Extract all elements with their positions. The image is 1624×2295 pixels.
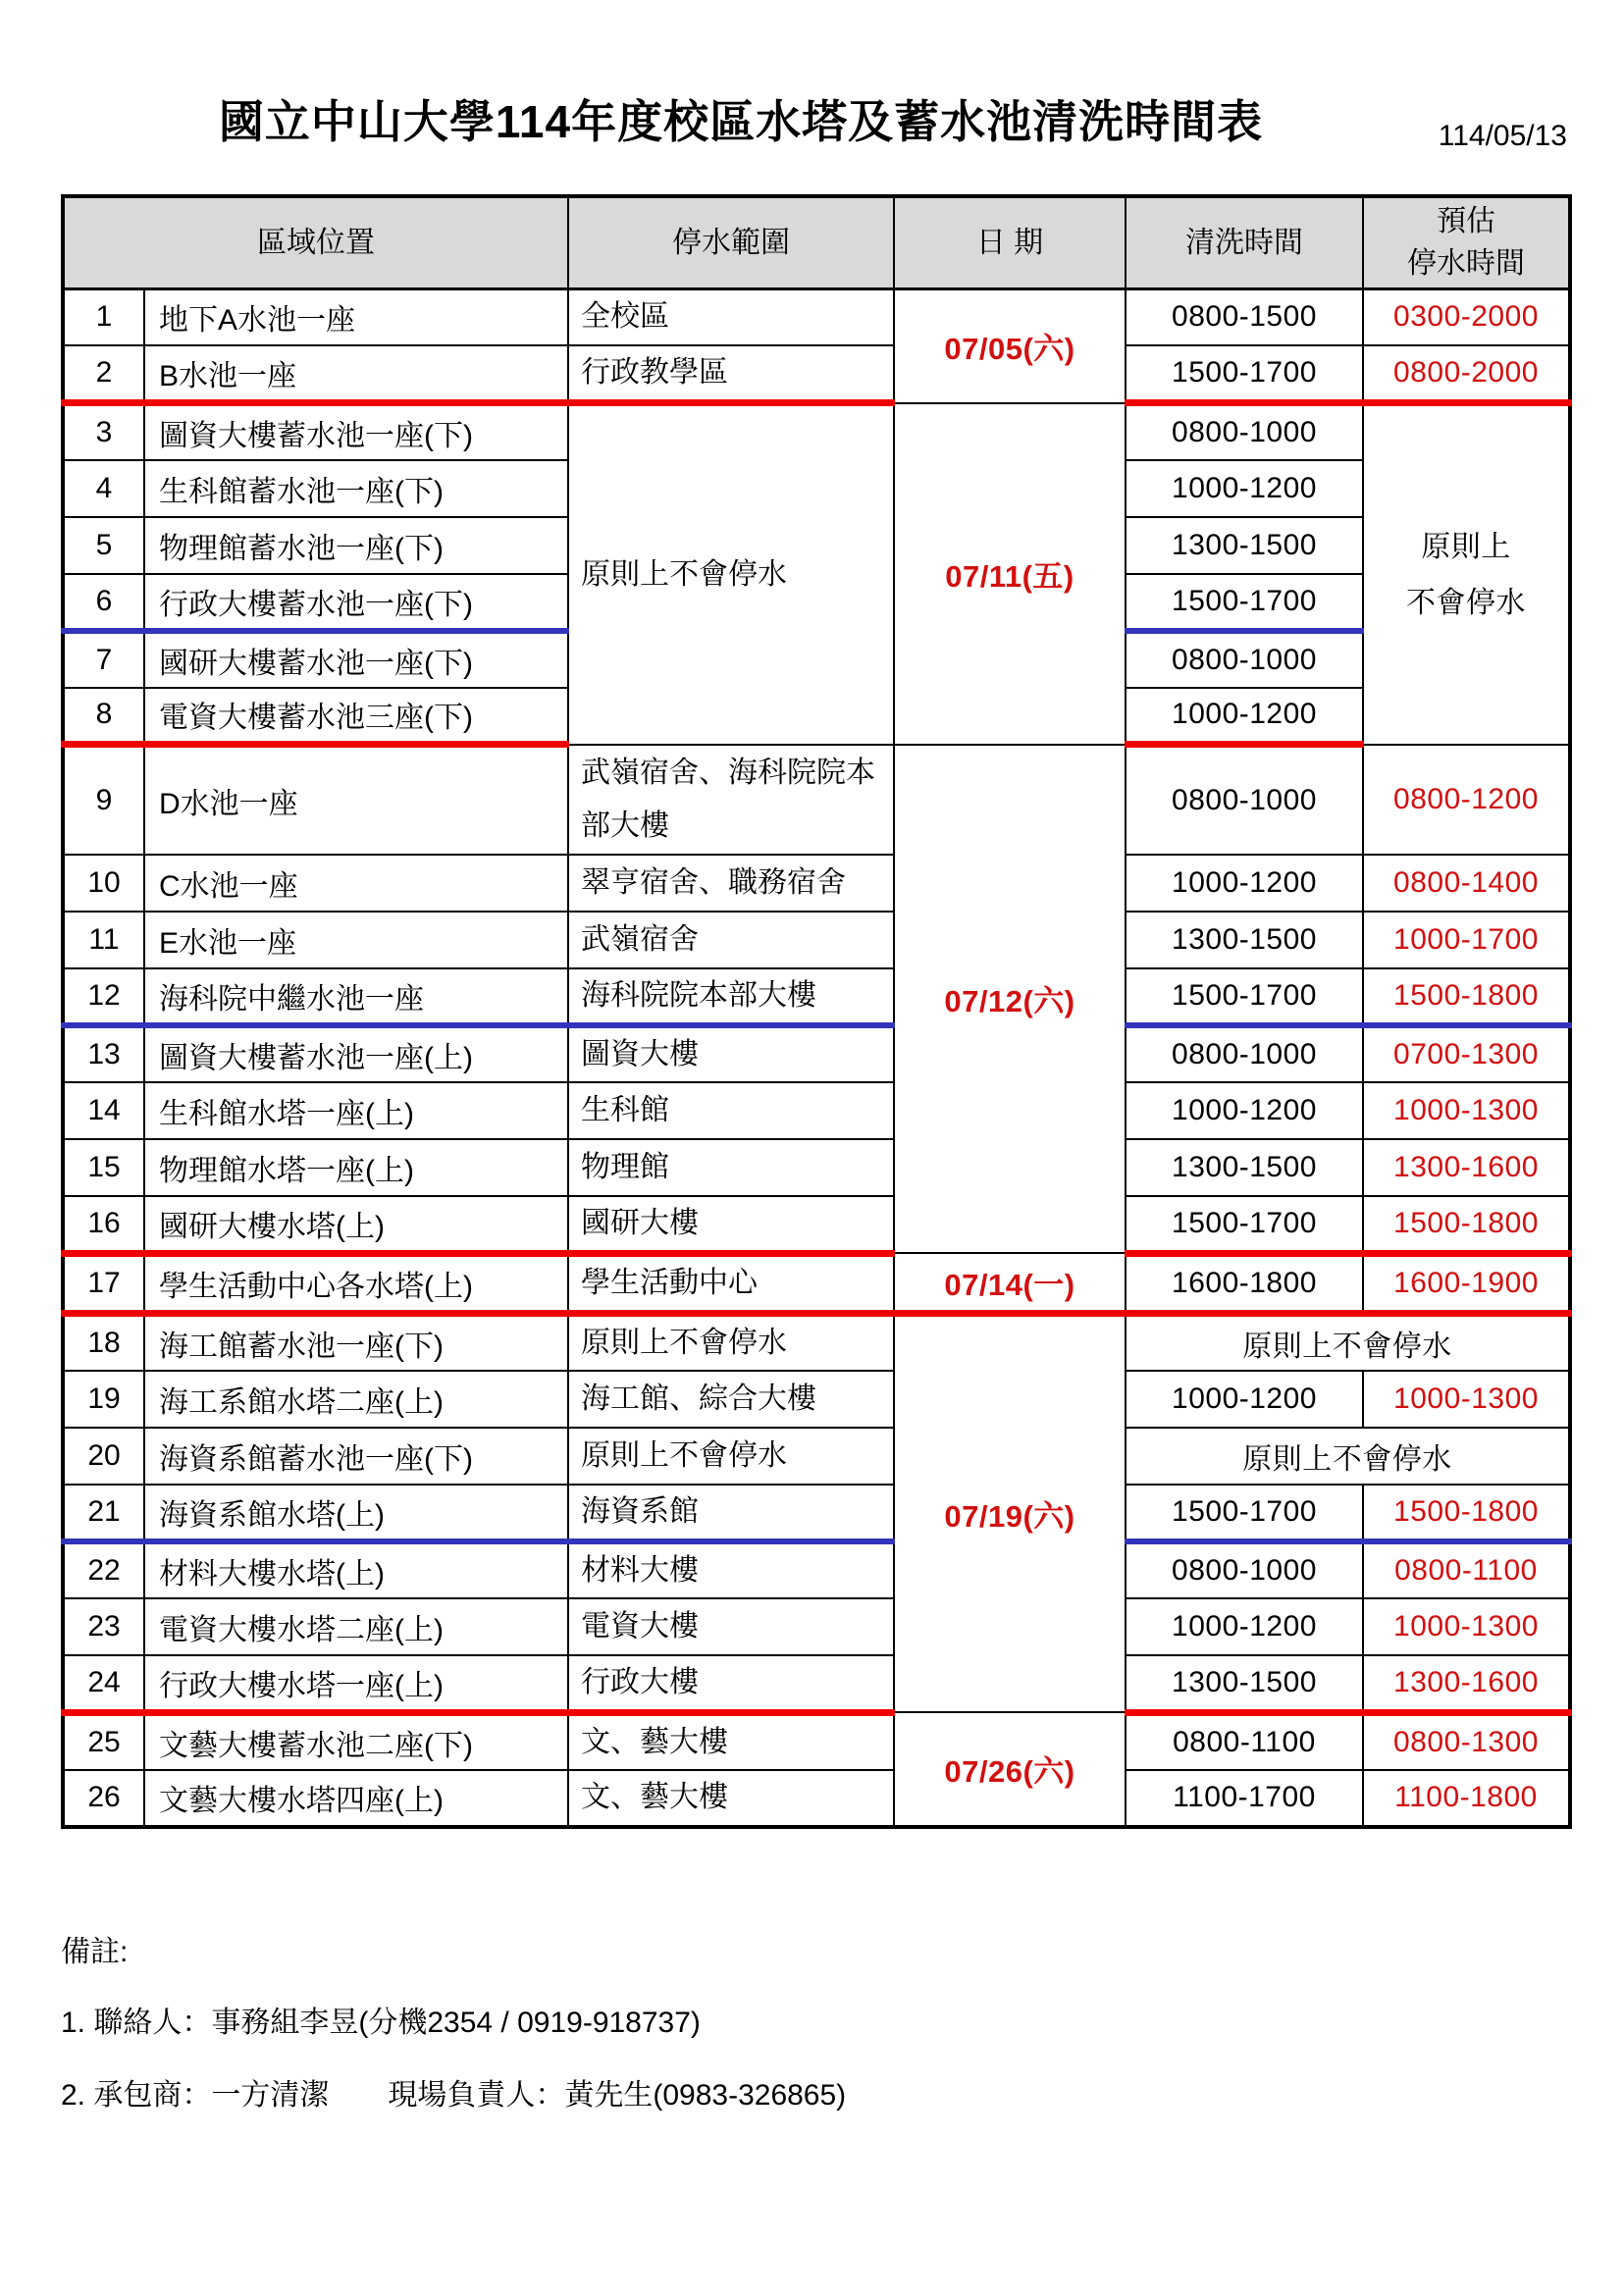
scope-cell: 電資大樓 xyxy=(568,1598,894,1655)
row-number-cell: 3 xyxy=(63,403,144,460)
estimated-time-cell: 0300-2000 xyxy=(1363,288,1570,345)
scope-cell: 學生活動中心 xyxy=(568,1253,894,1313)
col-header-estimate-line1: 預估 xyxy=(1437,204,1495,237)
row-number-cell: 7 xyxy=(63,631,144,688)
estimated-time-cell: 1000-1300 xyxy=(1363,1371,1570,1428)
scope-cell: 武嶺宿舍、海科院院本部大樓 xyxy=(568,745,894,855)
location-cell: 電資大樓水塔二座(上) xyxy=(144,1598,568,1655)
clean-time-cell: 1500-1700 xyxy=(1126,574,1363,631)
scope-cell: 行政大樓 xyxy=(568,1655,894,1713)
estimated-time-cell: 1500-1800 xyxy=(1363,1485,1570,1541)
col-header-scope: 停水範圍 xyxy=(568,196,894,288)
location-cell: 國研大樓水塔(上) xyxy=(144,1196,568,1254)
location-cell: 文藝大樓水塔四座(上) xyxy=(144,1770,568,1827)
location-cell: 圖資大樓蓄水池一座(下) xyxy=(144,403,568,460)
clean-time-cell: 1000-1200 xyxy=(1126,688,1363,745)
clean-time-cell: 1500-1700 xyxy=(1126,968,1363,1025)
location-cell: 海科院中繼水池一座 xyxy=(144,968,568,1025)
date-cell: 07/26(六) xyxy=(894,1712,1126,1827)
table-row xyxy=(63,1485,1570,1541)
document-date: 114/05/13 xyxy=(1438,120,1567,152)
scope-cell: 材料大樓 xyxy=(568,1541,894,1598)
location-cell: 文藝大樓蓄水池二座(下) xyxy=(144,1712,568,1770)
col-header-estimate xyxy=(1363,196,1570,288)
col-header-estimate-line2: 停水時間 xyxy=(1407,247,1525,281)
clean-time-cell: 1000-1200 xyxy=(1126,460,1363,517)
estimated-time-cell: 1000-1700 xyxy=(1363,912,1570,968)
row-number-cell: 8 xyxy=(63,688,144,745)
scope-cell: 原則上不會停水 xyxy=(568,403,894,745)
scope-cell: 翠亨宿舍、職務宿舍 xyxy=(568,855,894,912)
col-header-area: 區域位置 xyxy=(63,196,568,288)
table-row xyxy=(63,1770,1570,1827)
scope-cell: 海科院院本部大樓 xyxy=(568,968,894,1025)
clean-time-cell: 1600-1800 xyxy=(1126,1253,1363,1313)
date-cell: 07/11(五) xyxy=(894,403,1126,745)
scope-cell: 原則上不會停水 xyxy=(568,1313,894,1371)
table-row xyxy=(63,1428,1570,1485)
row-number-cell: 13 xyxy=(63,1025,144,1082)
row-number-cell: 9 xyxy=(63,745,144,855)
table-row xyxy=(63,745,1570,855)
note-item: 1. 聯絡人：事務組李昱(分機2354 / 0919-918737) xyxy=(61,2007,701,2039)
clean-time-cell: 原則上不會停水 xyxy=(1126,1313,1570,1371)
table-row xyxy=(63,1598,1570,1655)
notes-label: 備註: xyxy=(61,1936,129,1968)
table-row xyxy=(63,1139,1570,1196)
clean-time-cell: 原則上不會停水 xyxy=(1126,1428,1570,1485)
table-row xyxy=(63,1025,1570,1082)
row-number-cell: 4 xyxy=(63,460,144,517)
table-row xyxy=(63,403,1570,460)
date-cell: 07/19(六) xyxy=(894,1313,1126,1712)
estimated-time-cell: 1300-1600 xyxy=(1363,1139,1570,1196)
row-number-cell: 10 xyxy=(63,855,144,912)
location-cell: 行政大樓蓄水池一座(下) xyxy=(144,574,568,631)
table-row xyxy=(63,1082,1570,1139)
table-row xyxy=(63,1196,1570,1254)
row-number-cell: 2 xyxy=(63,345,144,403)
table-row xyxy=(63,1541,1570,1598)
location-cell: 材料大樓水塔(上) xyxy=(144,1541,568,1598)
schedule-table xyxy=(61,194,1572,1829)
clean-time-cell: 0800-1000 xyxy=(1126,403,1363,460)
row-number-cell: 22 xyxy=(63,1541,144,1598)
row-number-cell: 15 xyxy=(63,1139,144,1196)
estimated-time-cell: 0800-2000 xyxy=(1363,345,1570,403)
estimated-time-cell: 0800-1300 xyxy=(1363,1712,1570,1770)
clean-time-cell: 0800-1000 xyxy=(1126,1025,1363,1082)
row-number-cell: 25 xyxy=(63,1712,144,1770)
scope-cell: 行政教學區 xyxy=(568,345,894,403)
clean-time-cell: 0800-1000 xyxy=(1126,745,1363,855)
estimated-time-cell: 1300-1600 xyxy=(1363,1655,1570,1713)
row-number-cell: 6 xyxy=(63,574,144,631)
date-cell: 07/14(一) xyxy=(894,1253,1126,1313)
estimated-time-cell: 0700-1300 xyxy=(1363,1025,1570,1082)
location-cell: 物理館蓄水池一座(下) xyxy=(144,517,568,574)
clean-time-cell: 1000-1200 xyxy=(1126,1598,1363,1655)
location-cell: E水池一座 xyxy=(144,912,568,968)
scope-cell: 武嶺宿舍 xyxy=(568,912,894,968)
clean-time-cell: 0800-1000 xyxy=(1126,1541,1363,1598)
row-number-cell: 14 xyxy=(63,1082,144,1139)
row-number-cell: 1 xyxy=(63,288,144,345)
clean-time-cell: 1500-1700 xyxy=(1126,1485,1363,1541)
location-cell: 行政大樓水塔一座(上) xyxy=(144,1655,568,1713)
estimated-time-line: 不會停水 xyxy=(1406,586,1526,619)
row-number-cell: 24 xyxy=(63,1655,144,1713)
row-number-cell: 19 xyxy=(63,1371,144,1428)
location-cell: 地下A水池一座 xyxy=(144,288,568,345)
clean-time-cell: 1500-1700 xyxy=(1126,1196,1363,1254)
schedule-table-body xyxy=(63,288,1570,1827)
clean-time-cell: 1500-1700 xyxy=(1126,345,1363,403)
location-cell: 海工系館水塔二座(上) xyxy=(144,1371,568,1428)
scope-cell: 海資系館 xyxy=(568,1485,894,1541)
table-row xyxy=(63,288,1570,345)
table-row xyxy=(63,345,1570,403)
row-number-cell: 21 xyxy=(63,1485,144,1541)
location-cell: 圖資大樓蓄水池一座(上) xyxy=(144,1025,568,1082)
clean-time-cell: 0800-1000 xyxy=(1126,631,1363,688)
table-row xyxy=(63,855,1570,912)
scope-cell: 生科館 xyxy=(568,1082,894,1139)
row-number-cell: 17 xyxy=(63,1253,144,1313)
location-cell: 學生活動中心各水塔(上) xyxy=(144,1253,568,1313)
location-cell: 海資系館蓄水池一座(下) xyxy=(144,1428,568,1485)
estimated-time-cell: 0800-1200 xyxy=(1363,745,1570,855)
estimated-time-line: 原則上 xyxy=(1421,530,1511,563)
col-header-date: 日 期 xyxy=(894,196,1126,288)
clean-time-cell: 1000-1200 xyxy=(1126,1371,1363,1428)
estimated-time-cell: 1000-1300 xyxy=(1363,1082,1570,1139)
header-row xyxy=(63,196,1570,288)
row-number-cell: 20 xyxy=(63,1428,144,1485)
row-number-cell: 18 xyxy=(63,1313,144,1371)
scope-cell: 物理館 xyxy=(568,1139,894,1196)
estimated-time-cell: 1000-1300 xyxy=(1363,1598,1570,1655)
notes-section xyxy=(61,1927,846,2143)
location-cell: 生科館蓄水池一座(下) xyxy=(144,460,568,517)
table-row xyxy=(63,968,1570,1025)
date-cell: 07/05(六) xyxy=(894,288,1126,403)
scope-cell: 全校區 xyxy=(568,288,894,345)
estimated-time-cell: 1500-1800 xyxy=(1363,1196,1570,1254)
row-number-cell: 12 xyxy=(63,968,144,1025)
location-cell: 國研大樓蓄水池一座(下) xyxy=(144,631,568,688)
location-cell: D水池一座 xyxy=(144,745,568,855)
clean-time-cell: 0800-1500 xyxy=(1126,288,1363,345)
estimated-time-cell xyxy=(1363,403,1570,745)
table-row xyxy=(63,1371,1570,1428)
location-cell: C水池一座 xyxy=(144,855,568,912)
clean-time-cell: 1300-1500 xyxy=(1126,517,1363,574)
location-cell: 電資大樓蓄水池三座(下) xyxy=(144,688,568,745)
scope-cell: 文、藝大樓 xyxy=(568,1770,894,1827)
scope-cell: 海工館、綜合大樓 xyxy=(568,1371,894,1428)
scope-cell: 圖資大樓 xyxy=(568,1025,894,1082)
location-cell: 物理館水塔一座(上) xyxy=(144,1139,568,1196)
table-row xyxy=(63,1712,1570,1770)
note-item: 2. 承包商：一方清潔 現場負責人：黃先生(0983-326865) xyxy=(61,2079,847,2112)
location-cell: 生科館水塔一座(上) xyxy=(144,1082,568,1139)
table-row xyxy=(63,912,1570,968)
scope-cell: 文、藝大樓 xyxy=(568,1712,894,1770)
estimated-time-cell: 1500-1800 xyxy=(1363,968,1570,1025)
estimated-time-cell: 0800-1100 xyxy=(1363,1541,1570,1598)
estimated-time-cell: 1100-1800 xyxy=(1363,1770,1570,1827)
location-cell: 海工館蓄水池一座(下) xyxy=(144,1313,568,1371)
table-row xyxy=(63,1313,1570,1371)
row-number-cell: 23 xyxy=(63,1598,144,1655)
page-title: 國立中山大學114年度校區水塔及蓄水池清洗時間表 xyxy=(218,96,1264,147)
table-row xyxy=(63,1253,1570,1313)
estimated-time-cell: 0800-1400 xyxy=(1363,855,1570,912)
schedule-table-container xyxy=(61,194,1572,1829)
row-number-cell: 26 xyxy=(63,1770,144,1827)
row-number-cell: 16 xyxy=(63,1196,144,1254)
location-cell: 海資系館水塔(上) xyxy=(144,1485,568,1541)
clean-time-cell: 1300-1500 xyxy=(1126,1655,1363,1713)
date-cell: 07/12(六) xyxy=(894,745,1126,1254)
scope-cell: 國研大樓 xyxy=(568,1196,894,1254)
clean-time-cell: 1100-1700 xyxy=(1126,1770,1363,1827)
clean-time-cell: 1000-1200 xyxy=(1126,1082,1363,1139)
clean-time-cell: 1000-1200 xyxy=(1126,855,1363,912)
col-header-clean: 清洗時間 xyxy=(1126,196,1363,288)
estimated-time-cell: 1600-1900 xyxy=(1363,1253,1570,1313)
scope-cell: 原則上不會停水 xyxy=(568,1428,894,1485)
row-number-cell: 11 xyxy=(63,912,144,968)
row-number-cell: 5 xyxy=(63,517,144,574)
table-row xyxy=(63,1655,1570,1713)
clean-time-cell: 1300-1500 xyxy=(1126,1139,1363,1196)
clean-time-cell: 0800-1100 xyxy=(1126,1712,1363,1770)
location-cell: B水池一座 xyxy=(144,345,568,403)
clean-time-cell: 1300-1500 xyxy=(1126,912,1363,968)
